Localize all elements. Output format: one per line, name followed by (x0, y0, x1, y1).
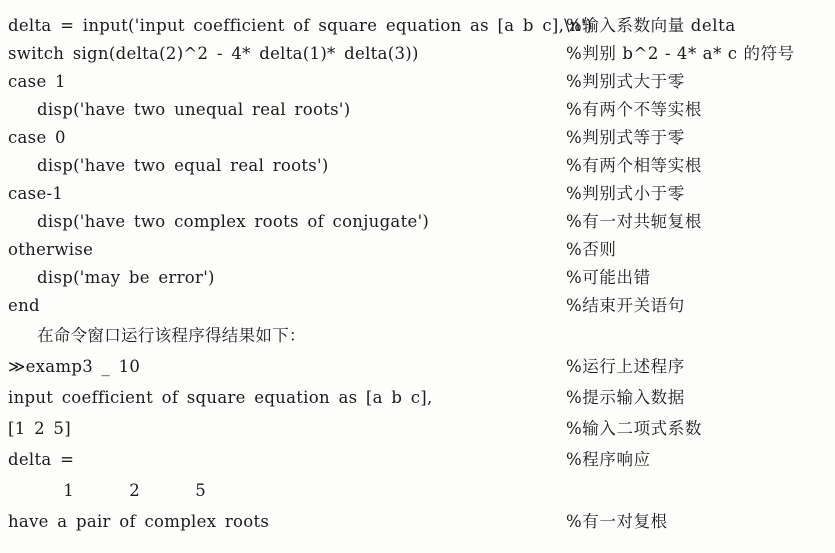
code-text: input coefficient of square equation as [a b c], (8, 388, 433, 407)
comment-text: %判别 b^2 - 4* a* c 的符号 (566, 44, 795, 63)
code-text: switch sign(delta(2)^2 - 4* delta(1)* delta(3)) (8, 44, 419, 63)
comment-text: %提示输入数据 (566, 388, 685, 407)
code-text: case 1 (8, 72, 66, 91)
result-number: 2 (129, 481, 140, 500)
result-numbers (8, 475, 206, 506)
comment-text: %判别式大于零 (566, 72, 685, 91)
comment-text: %有两个不等实根 (566, 100, 702, 119)
code-line (0, 413, 835, 444)
code-text: disp('have two complex roots of conjugate') (37, 212, 430, 231)
code-line (0, 124, 835, 152)
code-line (0, 152, 835, 180)
comment-text: %输入二项式系数 (566, 419, 702, 438)
comment-text: %可能出错 (566, 268, 651, 287)
code-line (0, 444, 835, 475)
code-line (0, 320, 835, 351)
result-number: 1 (63, 481, 74, 500)
code-text: disp('have two unequal real roots') (37, 100, 351, 119)
code-text: delta = input('input coefficient of square equation as [a b c],\n') (8, 16, 593, 35)
code-line (0, 208, 835, 236)
code-line (0, 180, 835, 208)
code-line (0, 12, 835, 40)
code-text: [1 2 5] (8, 419, 71, 438)
result-number: 5 (195, 481, 206, 500)
code-text: case-1 (8, 184, 64, 203)
code-text: disp('have two equal real roots') (37, 156, 329, 175)
comment-text: %有一对共轭复根 (566, 212, 702, 231)
code-line (0, 96, 835, 124)
code-line (0, 506, 835, 537)
code-text: ≫examp3 _ 10 (8, 357, 141, 376)
comment-text: %否则 (566, 240, 617, 259)
code-text: delta = (8, 450, 75, 469)
comment-text: %有两个相等实根 (566, 156, 702, 175)
comment-text: %有一对复根 (566, 512, 668, 531)
comment-text: %程序响应 (566, 450, 651, 469)
code-line (0, 351, 835, 382)
code-text: case 0 (8, 128, 66, 147)
comment-text: %结束开关语句 (566, 296, 685, 315)
code-line (0, 382, 835, 413)
comment-text: %判别式等于零 (566, 128, 685, 147)
code-text: have a pair of complex roots (8, 512, 270, 531)
code-line (0, 68, 835, 96)
comment-text: %运行上述程序 (566, 357, 685, 376)
code-line (0, 264, 835, 292)
code-line (0, 40, 835, 68)
code-line (0, 292, 835, 320)
code-text: disp('may be error') (37, 268, 215, 287)
code-listing (0, 12, 835, 537)
code-line (0, 236, 835, 264)
code-text: otherwise (8, 240, 94, 259)
comment-text: %判别式小于零 (566, 184, 685, 203)
code-line (0, 475, 835, 506)
comment-text: %输入系数向量 delta (566, 16, 736, 35)
code-text: end (8, 296, 40, 315)
code-text: 在命令窗口运行该程序得结果如下： (37, 326, 306, 345)
